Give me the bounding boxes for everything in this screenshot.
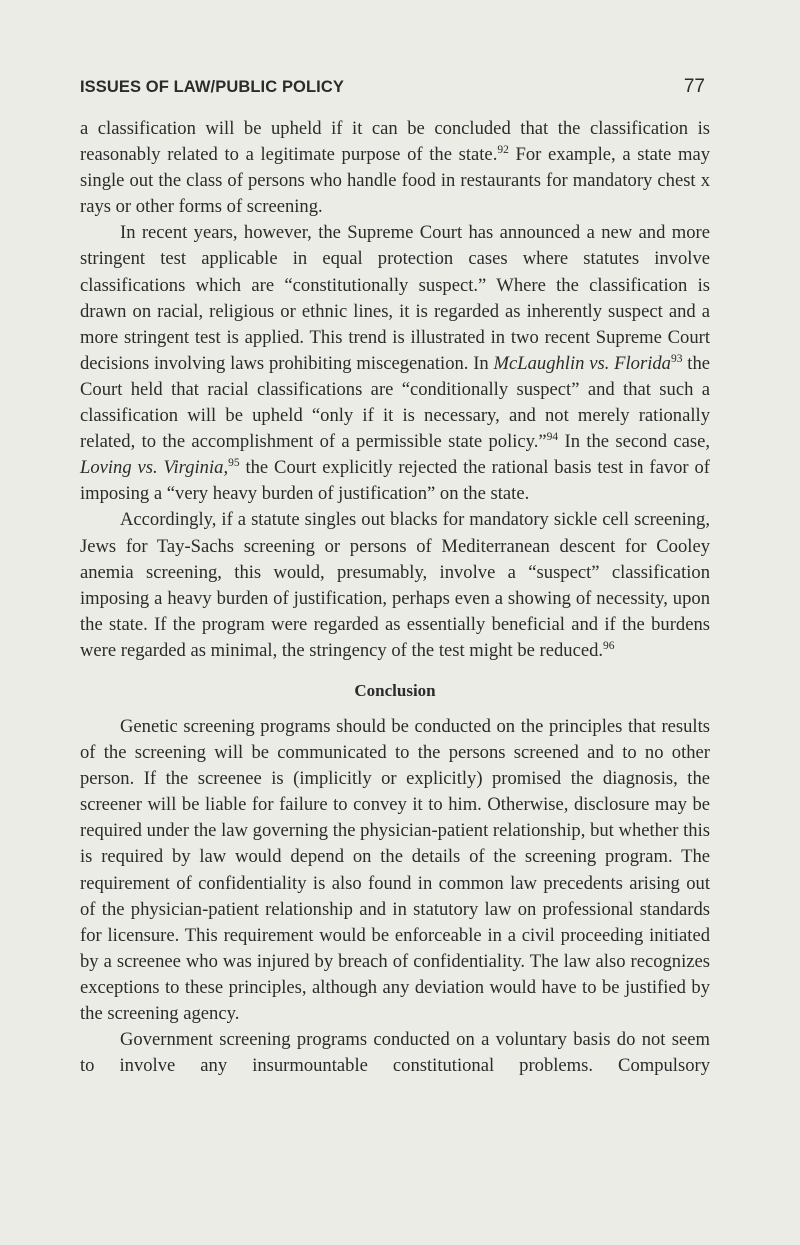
footnote-ref: 93 [670,352,683,365]
text-run: the Court explicitly rejected the rational basis test in favor of imposing a “very heavy burden of justification” on the state. [80,457,710,505]
text-run: In recent years, however, the Supreme Court has announced a new and more stringent test applicable in equal protection cases where statutes involve classifications which are “constitutionally suspect.” Where the classification is drawn on racial, religious or ethnic lines, it is regarded as inherently suspect and a more stringent test is applied. This trend is illustrated in two recent Supreme Court decisions involving laws prohibiting miscegenation. In [80,222,710,374]
text-run: Government screening programs conducted on a voluntary basis do not seem to involve any insurmountable constitutional problems. Compulsory [80,1029,710,1077]
footnote-ref: 96 [603,639,615,652]
text-run: the Court held that racial classifications are “conditionally suspect” and that such a classification will be upheld “only if it is necessary, and not merely rationally related, to the accomplishment of a permissible state policy.” [80,352,710,453]
body-text [80,116,710,1079]
footnote-ref: 92 [497,144,509,157]
paragraph [80,714,710,1027]
footnote-ref: 95 [228,457,240,470]
text-run: For example, a state may single out the class of persons who handle food in restaurants for mandatory chest x rays or other forms of screening. [80,144,710,218]
paragraph [80,116,710,220]
text-run: In the second case, [558,431,710,453]
text-run: Genetic screening programs should be conducted on the principles that results of the screening will be communicated to the persons screened and to no other person. If the screenee is (implicitly or explicitly) promised the diagnosis, the screener will be liable for failure to convey it to him. Otherwise, disclosure may be required under the law governing the physician-patient relationship, but whether this is required by law would depend on the details of the screening program. The requirement of confidentiality is also found in common law precedents arising out of the physician-patient relationship and in statutory law on professional standards for licensure. This requirement would be enforceable in a civil proceeding initiated by a screenee who was injured by breach of confidentiality. The law also recognizes exceptions to these principles, although any deviation would have to be justified by the screening agency. [80,715,710,1024]
case-citation: Loving vs. Virginia, [80,457,229,479]
footnote-ref: 94 [546,431,559,444]
case-citation: McLaughlin vs. Florida [493,352,671,374]
paragraph [80,507,710,664]
page-number: 77 [683,76,705,97]
running-head: ISSUES OF LAW/PUBLIC POLICY [80,78,344,96]
page-header [80,76,705,98]
text-run: a classification will be upheld if it can be concluded that the classification is reasonably related to a legitimate purpose of the state. [80,118,710,166]
section-heading: Conclusion [354,680,436,700]
text-run: Accordingly, if a statute singles out blacks for mandatory sickle cell screening, Jews for Tay-Sachs screening or persons of Mediterranean descent for Cooley anemia screening, this would, presumably, involve a “suspect” classification imposing a heavy burden of justification, perhaps even a showing of necessity, upon the state. If the program were regarded as essentially beneficial and if the burdens were regarded as minimal, the stringency of the test might be reduced. [80,509,710,661]
paragraph [80,220,710,507]
paragraph [80,1027,710,1079]
